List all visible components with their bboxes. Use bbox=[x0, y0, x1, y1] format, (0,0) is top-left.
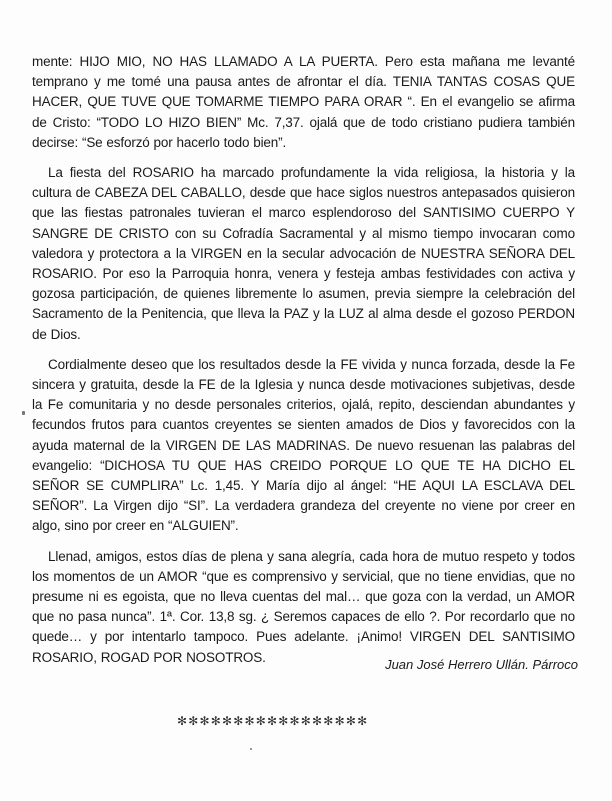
paragraph-1: mente: HIJO MIO, NO HAS LLAMADO A LA PUERTA. Pero esta mañana me levanté temprano y me tomé una pausa antes de afrontar el día. TENIA TANTAS COSAS QUE HACER, QUE TUVE QUE TOMARME TIEMPO PARA ORAR “. En el evangelio se afirma de Cristo: “TODO LO HIZO BIEN” Mc. 7,37. ojalá que de todo cristiano pudiera también decirse: “Se esforzó por hacerlo todo bien”. bbox=[32, 54, 575, 150]
scan-speck bbox=[250, 748, 252, 750]
paragraph-4: Llenad, amigos, estos días de plena y sana alegría, cada hora de mutuo respeto y todos los momentos de un AMOR “que es comprensivo y servicial, que no tiene envidias, que no presume ni es egoista, que no lleva cuentas del mal… que goza con la verdad, un AMOR que no pasa nunca”. 1ª. Cor. 13,8 sg. ¿ Seremos capaces de ello ?. Por recordarlo que no quede… y por intentarlo tampoco. Pues adelante. ¡Animo! VIRGEN DEL SANTISIMO ROSARIO, ROGAD POR NOSOTROS. bbox=[32, 548, 575, 665]
scan-speck bbox=[22, 411, 25, 415]
letter-body bbox=[32, 52, 575, 668]
signature: Juan José Herrero Ullán. Párroco bbox=[385, 657, 578, 672]
paragraph-2: La fiesta del ROSARIO ha marcado profundamente la vida religiosa, la historia y la cultura de CABEZA DEL CABALLO, desde que hace siglos nuestros antepasados quisieron que las fiestas patronales tuvieran el marco esplendoroso del SANTISIMO CUERPO Y SANGRE DE CRISTO con su Cofradía Sacramental y al mismo tiempo invocaran como valedora y protectora a la VIRGEN en la secular advocación de NUESTRA SEÑORA DEL ROSARIO. Por eso la Parroquia honra, venera y festeja ambas festividades con activa y gozosa participación, de quienes libremente lo asumen, previa siempre la celebración del Sacramento de la Penitencia, que lleva la PAZ y la LUZ al alma desde el gozoso PERDON de Dios. bbox=[32, 165, 575, 342]
asterisk-ornament-divider: ✻✻✻✻✻✻✻✻✻✻✻✻✻✻✻✻✻ bbox=[177, 714, 369, 728]
paragraph-3: Cordialmente deseo que los resultados desde la FE vivida y nunca forzada, desde la Fe sincera y gratuita, desde la FE de la Iglesia y nunca desde motivaciones subjetivas, desde la Fe comunitaria y no desde personales criterios, ojalá, repito, desciendan abundantes y fecundos frutos para cuantos creyentes se sienten amados de Dios y favorecidos con la ayuda maternal de la VIRGEN DE LAS MADRINAS. De nuevo resuenan las palabras del evangelio: “DICHOSA TU QUE HAS CREIDO PORQUE LO QUE TE HA DICHO EL SEÑOR SE CUMPLIRA” Lc. 1,45. Y María dijo al ángel: “HE AQUI LA ESCLAVA DEL SEÑOR”. La Virgen dijo “SI”. La verdadera grandeza del creyente no viene por creer en algo, sino por creer en “ALGUIEN”. bbox=[32, 356, 575, 534]
